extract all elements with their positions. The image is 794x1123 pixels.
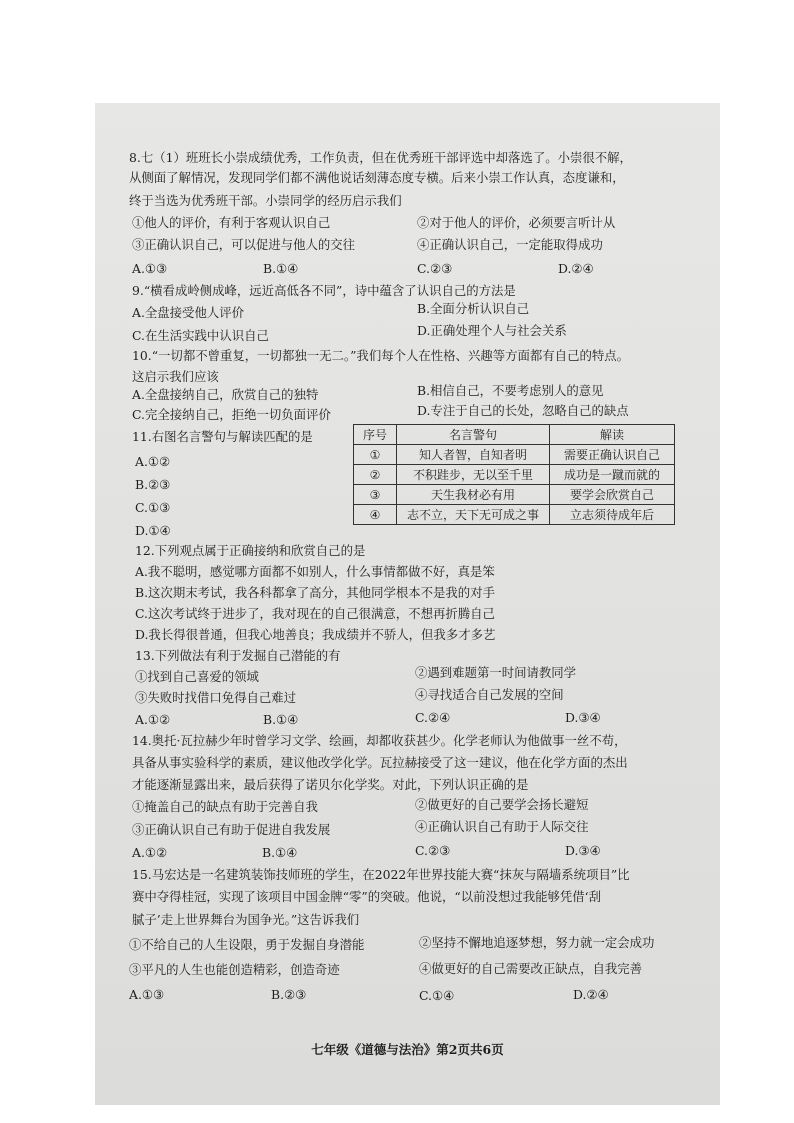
row-interpretation: 立志须待成年后 [550,505,675,525]
q14-item-1: ①掩盖自己的缺点有助于完善自我 [132,799,318,814]
q8-item-3: ③正确认识自己，可以促进与他人的交往 [132,237,356,252]
q15-stem-line-2: 赛中夺得桂冠，实现了该项目中国金牌“零”的突破。他说，“以前没想过我能够凭借‘刮 [132,889,602,904]
q8-choice-c: C.②③ [417,261,453,276]
q11-stem: 11.右图名言警句与解读匹配的是 [132,429,313,444]
q13-choice-d: D.③④ [565,710,601,725]
row-quote: 天生我材必有用 [397,485,550,505]
q8-stem-line-3: 终于当选为优秀班干部。小崇同学的经历启示我们 [129,193,402,208]
q14-choice-b: B.①④ [262,845,298,860]
exam-page [95,103,720,1105]
q11-choice-a: A.①② [135,454,171,469]
q13-item-1: ①找到自己喜爱的领域 [135,669,259,684]
q15-item-4: ④做更好的自己需要改正缺点，自我完善 [419,961,643,976]
q10-option-b: B.相信自己，不要考虑别人的意见 [417,383,604,398]
q13-choice-b: B.①④ [263,712,299,727]
q13-item-2: ②遇到难题第一时间请教同学 [415,665,577,680]
row-quote: 知人者智，自知者明 [397,445,550,465]
page-footer: 七年级《道德与法治》第2页共6页 [311,1042,504,1057]
q9-option-b: B.全面分析认识自己 [417,301,530,316]
q13-item-4: ④寻找适合自己发展的空间 [415,687,564,702]
q12-option-d: D.我长得很普通，但我心地善良；我成绩并不骄人，但我多才多艺 [135,627,496,642]
q12-stem: 12.下列观点属于正确接纳和欣赏自己的是 [135,543,366,558]
q8-item-4: ④正确认识自己，一定能取得成功 [417,237,603,252]
row-interpretation: 成功是一蹴而就的 [550,465,675,485]
q11-choice-d: D.①④ [135,523,171,538]
q14-stem-line-1: 14.奥托·瓦拉赫少年时曾学习文学、绘画，却都收获甚少。化学老师认为他做事一丝不苟， [132,733,627,748]
q15-item-2: ②坚持不懈地追逐梦想，努力就一定会成功 [419,935,655,950]
q14-item-2: ②做更好的自己要学会扬长避短 [415,797,589,812]
quote-table-header [354,425,675,445]
q12-option-a: A.我不聪明，感觉哪方面都不如别人，什么事情都做不好，真是笨 [135,564,495,579]
q9-option-a: A.全盘接受他人评价 [132,305,245,320]
q15-item-1: ①不给自己的人生设限，勇于发掘自身潜能 [129,937,365,952]
q13-choice-c: C.②④ [415,710,451,725]
q8-choice-d: D.②④ [558,261,594,276]
q15-choice-d: D.②④ [573,987,609,1002]
q10-option-d: D.专注于自己的长处，忽略自己的缺点 [417,403,629,418]
q13-item-3: ③失败时找借口免得自己难过 [135,690,297,705]
q8-choice-a: A.①③ [132,261,168,276]
q14-item-3: ③正确认识自己有助于促进自我发展 [132,822,331,837]
header-index: 序号 [354,425,397,445]
q14-choice-a: A.①② [132,845,168,860]
q15-stem-line-1: 15.马宏达是一名建筑装饰技师班的学生，在2022年世界技能大赛“抹灰与隔墙系统项目”比 [132,867,630,882]
q12-option-c: C.这次考试终于进步了，我对现在的自己很满意，不想再折腾自己 [135,606,495,621]
q15-choice-b: B.②③ [271,987,307,1002]
q8-stem-line-2: 从侧面了解情况，发现同学们都不满他说话刻薄态度专横。后来小崇工作认真，态度谦和， [129,170,625,185]
q10-stem-line-2: 这启示我们应该 [132,369,219,384]
q13-choice-a: A.①② [135,712,171,727]
q14-stem-line-3: 才能逐渐显露出来，最后获得了诺贝尔化学奖。对此，下列认识正确的是 [132,777,529,792]
q15-choice-c: C.①④ [419,988,455,1003]
q15-stem-line-3: 腻子’走上世界舞台为国争光。”这告诉我们 [132,912,360,927]
q15-item-3: ③平凡的人生也能创造精彩，创造奇迹 [129,962,340,977]
row-index: ④ [354,505,397,525]
row-quote: 志不立，天下无可成之事 [397,505,550,525]
q15-choice-a: A.①③ [129,987,165,1002]
table-row [354,505,675,525]
table-row [354,465,675,485]
q13-stem: 13.下列做法有利于发掘自己潜能的有 [135,648,341,663]
q9-option-d: D.正确处理个人与社会关系 [417,323,567,338]
q9-stem: 9.“横看成岭侧成峰，远近高低各不同”，诗中蕴含了认识自己的方法是 [132,283,516,298]
q14-choice-d: D.③④ [565,843,601,858]
row-quote: 不积跬步，无以至千里 [397,465,550,485]
q10-stem-line-1: 10.“一切都不曾重复，一切都独一无二。”我们每个人在性格、兴趣等方面都有自己的特点。 [132,348,630,363]
q14-item-4: ④正确认识自己有助于人际交往 [415,819,589,834]
header-interpretation: 解读 [550,425,675,445]
table-row [354,485,675,505]
q10-option-a: A.全盘接纳自己，欣赏自己的独特 [132,387,319,402]
q8-item-1: ①他人的评价，有利于客观认识自己 [132,215,331,230]
row-index: ① [354,445,397,465]
q8-stem-line-1: 8.七（1）班班长小崇成绩优秀，工作负责，但在优秀班干部评选中却落选了。小崇很不解， [129,150,632,165]
header-quote: 名言警句 [397,425,550,445]
table-row [354,445,675,465]
q14-choice-c: C.②③ [415,843,451,858]
row-interpretation: 需要正确认识自己 [550,445,675,465]
q8-item-2: ②对于他人的评价，必须要言听计从 [417,215,616,230]
row-index: ③ [354,485,397,505]
row-interpretation: 要学会欣赏自己 [550,485,675,505]
q14-stem-line-2: 具备从事实验科学的素质，建议他改学化学。瓦拉赫接受了这一建议，他在化学方面的杰出 [132,755,628,770]
q9-option-c: C.在生活实践中认识自己 [132,328,269,343]
row-index: ② [354,465,397,485]
q11-choice-b: B.②③ [135,477,171,492]
q10-option-c: C.完全接纳自己，拒绝一切负面评价 [132,407,331,422]
q8-choice-b: B.①④ [263,261,299,276]
q11-choice-c: C.①③ [135,500,171,515]
q12-option-b: B.这次期末考试，我各科都拿了高分，其他同学根本不是我的对手 [135,585,495,600]
quote-table [353,424,675,525]
